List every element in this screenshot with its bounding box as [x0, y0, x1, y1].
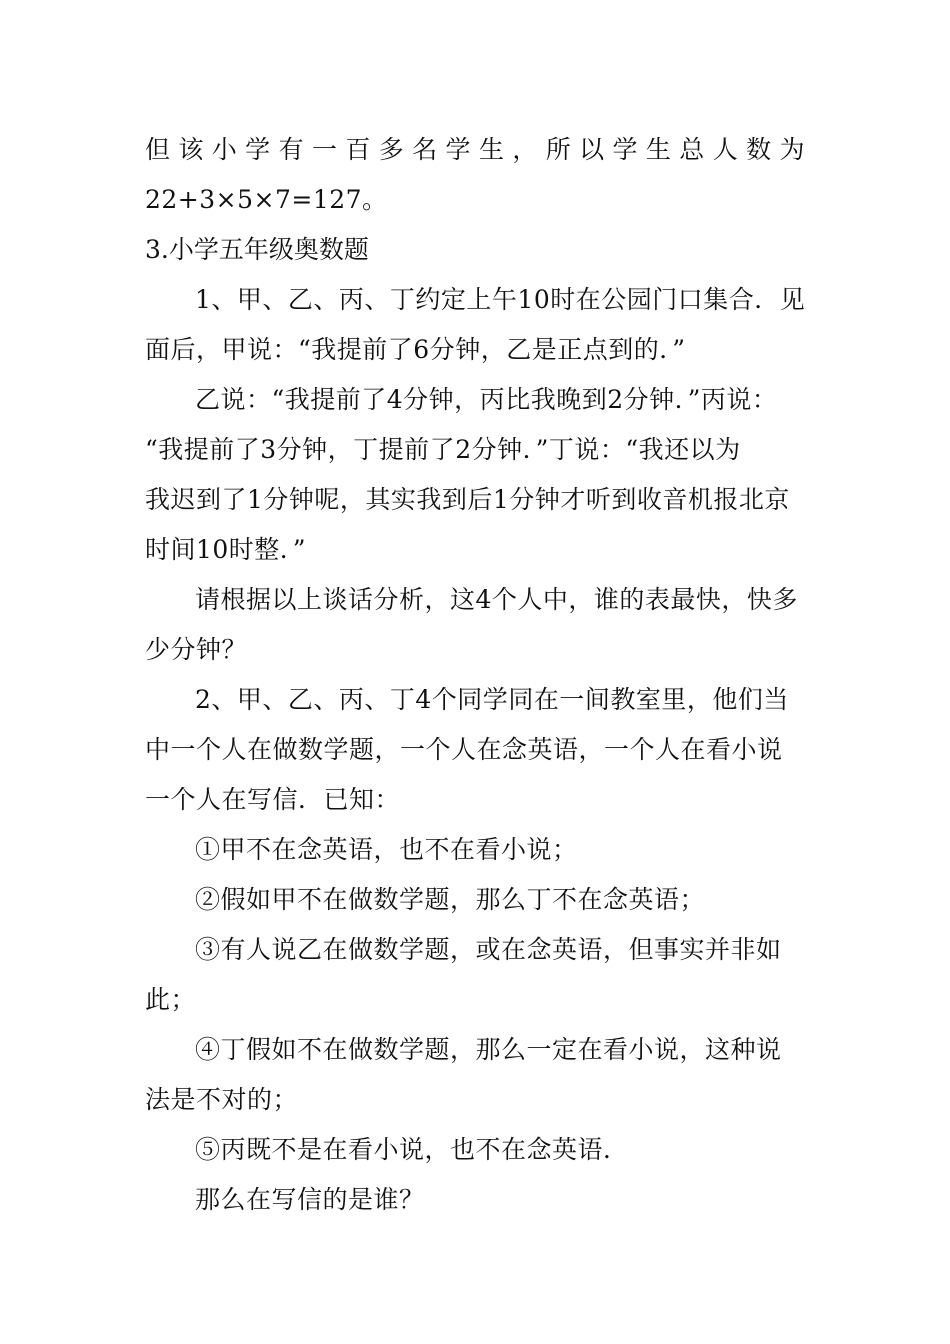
text-line: 请根据以上谈话分析，这4个人中，谁的表最快，快多 — [195, 585, 798, 614]
text-line: 那么在写信的是谁？ — [195, 1185, 425, 1214]
text-line: 乙说：“我提前了4分钟，丙比我晚到2分钟．”丙说： — [195, 385, 778, 414]
text-line: 此； — [145, 985, 197, 1014]
section-heading: 3.小学五年级奥数题 — [145, 235, 369, 264]
text-line: “我提前了3分钟，丁提前了2分钟．”丁说：“我还以为 — [145, 435, 741, 464]
list-item: ③有人说乙在做数学题，或在念英语，但事实并非如 — [195, 935, 782, 964]
text-line: 法是不对的； — [145, 1085, 299, 1114]
text-line: 2、甲、乙、丙、丁4个同学同在一间教室里，他们当 — [195, 685, 789, 714]
text-line: 面后，甲说：“我提前了6分钟，乙是正点到的．” — [145, 335, 686, 364]
text-line: 中一个人在做数学题，一个人在念英语，一个人在看小说 — [145, 735, 783, 764]
text-line: 22+3×5×7=127。 — [145, 185, 388, 214]
list-item: ①甲不在念英语，也不在看小说； — [195, 835, 578, 864]
text-line: 少分钟？ — [145, 635, 248, 664]
list-item: ②假如甲不在做数学题，那么丁不在念英语； — [195, 885, 706, 914]
text-line: 一个人在写信．已知： — [145, 785, 401, 814]
list-item: ⑤丙既不是在看小说，也不在念英语． — [195, 1135, 629, 1164]
text-line: 1、甲、乙、丙、丁约定上午10时在公园门口集合．见 — [195, 285, 806, 314]
text-line: 我迟到了1分钟呢，其实我到后1分钟才听到收音机报北京 — [145, 485, 790, 514]
text-line: 时间10时整．” — [145, 535, 307, 564]
text-line: 但该小学有一百多名学生，所以学生总人数为 — [145, 135, 805, 164]
list-item: ④丁假如不在做数学题，那么一定在看小说，这种说 — [195, 1035, 782, 1064]
